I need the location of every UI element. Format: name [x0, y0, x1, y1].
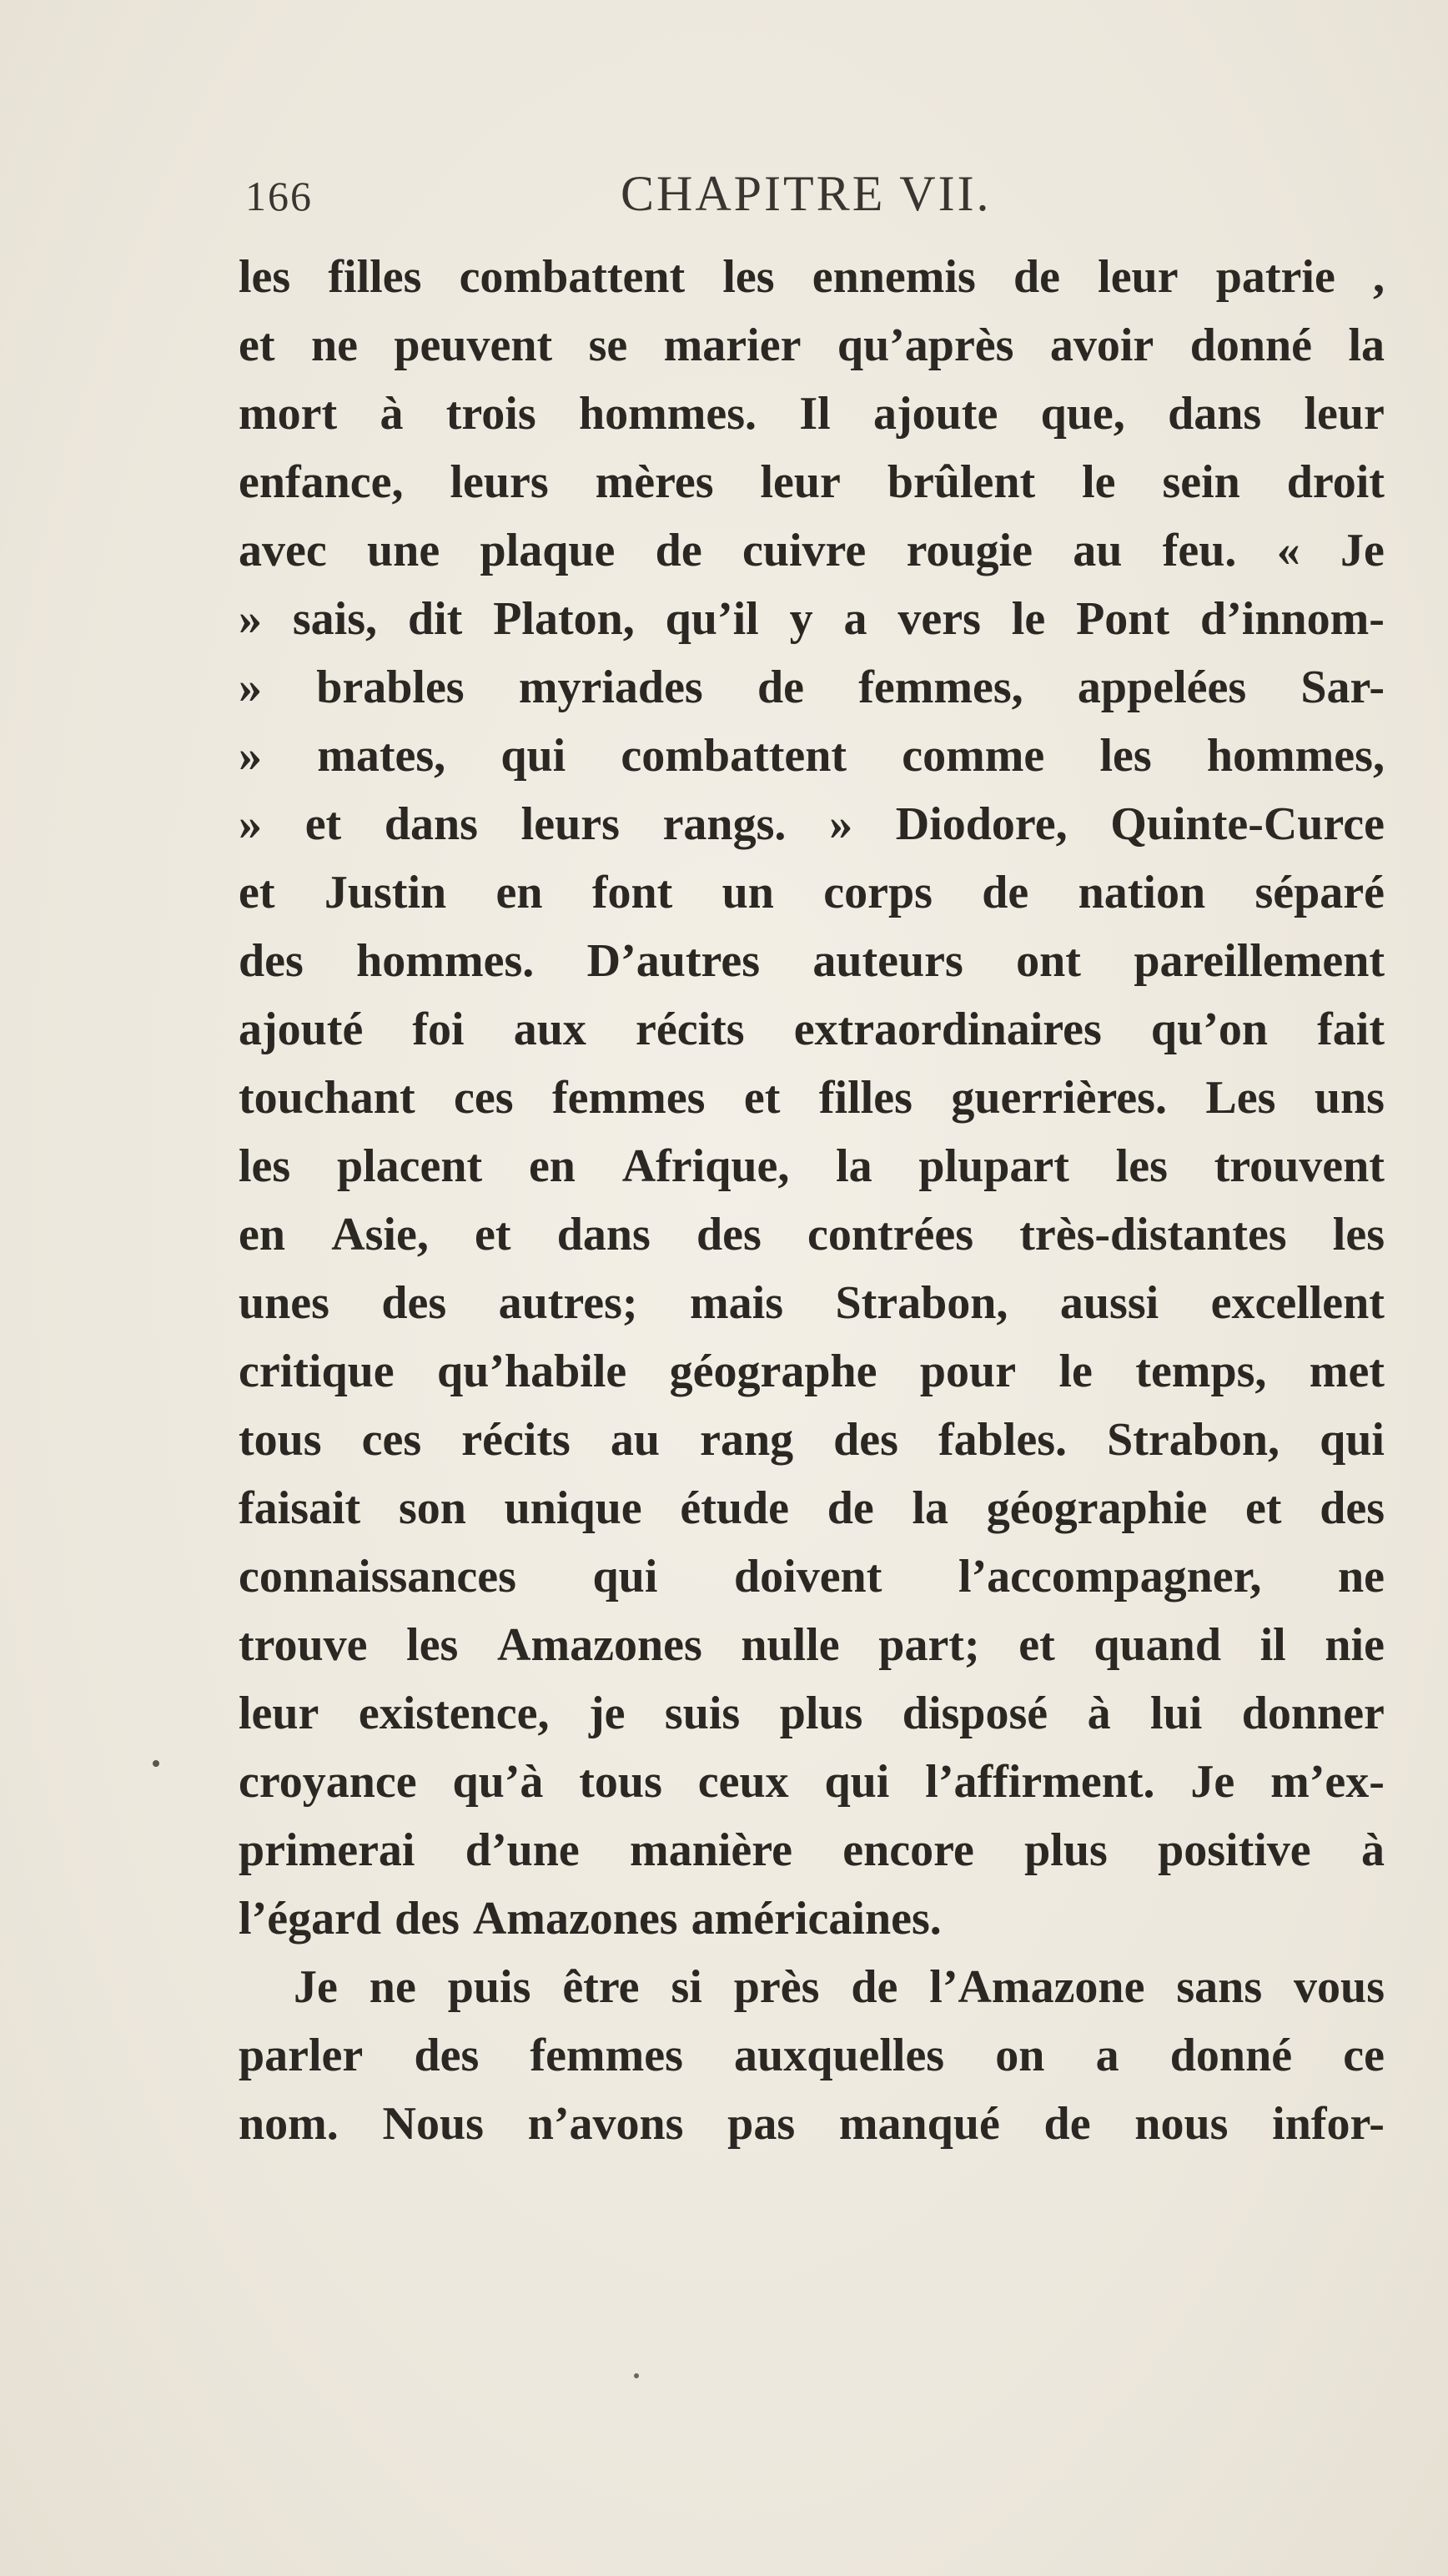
- word: font: [591, 867, 673, 918]
- word: combattent: [459, 251, 686, 303]
- word: et: [239, 867, 275, 918]
- word: des: [395, 1893, 460, 1945]
- word: femmes,: [858, 662, 1023, 713]
- word: marier: [663, 319, 802, 371]
- word: des: [239, 935, 304, 987]
- word: son: [398, 1482, 466, 1534]
- word: l’Amazone: [929, 1961, 1145, 2013]
- text-line: [239, 661, 1385, 729]
- word: brables: [316, 662, 465, 713]
- text-line: [239, 319, 1385, 387]
- word: infor-: [1272, 2098, 1385, 2150]
- word: guerrières.: [951, 1072, 1167, 1124]
- word: nom.: [239, 2098, 339, 2150]
- word: qui: [592, 1551, 658, 1602]
- word: des: [1320, 1482, 1385, 1534]
- word: quand: [1094, 1619, 1221, 1671]
- word: qui: [500, 730, 566, 782]
- word: au: [610, 1414, 661, 1466]
- word: se: [588, 319, 628, 371]
- word: hommes,: [1206, 730, 1385, 782]
- text-line: [239, 1687, 1385, 1755]
- word: aux: [513, 1004, 586, 1055]
- word: unique: [504, 1482, 642, 1534]
- word: encore: [842, 1824, 974, 1876]
- word: nulle: [741, 1619, 840, 1671]
- word: »: [829, 798, 853, 850]
- word: peuvent: [394, 319, 553, 371]
- word: leur: [239, 1688, 319, 1739]
- word: auteurs: [812, 935, 963, 987]
- word: aussi: [1059, 1277, 1159, 1329]
- text-line: [239, 1208, 1385, 1276]
- word: à: [380, 388, 404, 440]
- word: suis: [664, 1688, 741, 1739]
- word: les: [1115, 1140, 1168, 1192]
- word: ces: [454, 1072, 514, 1124]
- word: l’égard: [239, 1893, 382, 1945]
- word: extraordinaires: [793, 1004, 1102, 1055]
- word: ce: [1343, 2030, 1385, 2081]
- word: Nous: [382, 2098, 484, 2150]
- word: les: [239, 1140, 291, 1192]
- word: enfance,: [239, 456, 404, 508]
- text-line: [239, 1550, 1385, 1618]
- word: il: [1259, 1619, 1286, 1671]
- word: un: [721, 867, 774, 918]
- word: plupart: [918, 1140, 1069, 1192]
- word: Platon,: [493, 593, 635, 645]
- word: plus: [779, 1688, 863, 1739]
- word: avec: [239, 525, 327, 576]
- word: de: [757, 662, 804, 713]
- word: qu’à: [452, 1756, 544, 1808]
- word: autres;: [498, 1277, 638, 1329]
- word: comme: [902, 730, 1045, 782]
- word: appelées: [1077, 662, 1247, 713]
- word: d’une: [465, 1824, 580, 1876]
- word: ceux: [697, 1756, 789, 1808]
- page-number: 166: [245, 173, 313, 219]
- word: et: [475, 1209, 511, 1260]
- word: ajouté: [239, 1004, 364, 1055]
- word: femmes: [530, 2030, 683, 2081]
- word: en: [239, 1209, 285, 1260]
- text-line: [239, 729, 1385, 797]
- word: part;: [878, 1619, 980, 1671]
- text-line: [239, 797, 1385, 866]
- word: et: [1018, 1619, 1055, 1671]
- running-head: [219, 165, 1386, 224]
- word: Sar-: [1300, 662, 1385, 713]
- word: leurs: [520, 798, 620, 850]
- word: le: [1058, 1346, 1093, 1397]
- word: a: [843, 593, 867, 645]
- text-line: [239, 1276, 1385, 1345]
- text-line: [239, 387, 1385, 455]
- word: vous: [1294, 1961, 1385, 2013]
- word: tous: [579, 1756, 662, 1808]
- word: plaque: [480, 525, 616, 576]
- text-line: [239, 1960, 1385, 2029]
- word: dans: [1168, 388, 1262, 440]
- word: y: [789, 593, 813, 645]
- word: Il: [799, 388, 831, 440]
- text-line: [239, 1755, 1385, 1824]
- word: le: [1082, 456, 1116, 508]
- word: de: [851, 1961, 898, 2013]
- word: met: [1309, 1346, 1385, 1397]
- word: filles: [328, 251, 422, 303]
- word: »: [239, 593, 262, 645]
- text-line: [239, 592, 1385, 661]
- word: qu’on: [1150, 1004, 1269, 1055]
- word: donner: [1241, 1688, 1385, 1739]
- word: rougie: [906, 525, 1033, 576]
- word: leur: [1304, 388, 1385, 440]
- word: plus: [1024, 1824, 1108, 1876]
- word: et: [1244, 1482, 1282, 1534]
- word: des: [833, 1414, 898, 1466]
- word: m’ex-: [1270, 1756, 1385, 1808]
- text-line: [239, 1482, 1385, 1550]
- word: placent: [336, 1140, 483, 1192]
- word: Je: [294, 1961, 338, 2013]
- word: trois: [445, 388, 536, 440]
- text-line: [239, 455, 1385, 524]
- word: pareillement: [1134, 935, 1385, 987]
- word: nous: [1134, 2098, 1229, 2150]
- text-line: [239, 1824, 1385, 1892]
- text-line: [239, 1618, 1385, 1687]
- word: sein: [1162, 456, 1240, 508]
- word: donné: [1169, 2030, 1293, 2081]
- word: de: [1013, 251, 1060, 303]
- word: Je: [1340, 525, 1385, 576]
- word: géographie: [986, 1482, 1208, 1534]
- word: étude: [680, 1482, 790, 1534]
- word: n’avons: [527, 2098, 684, 2150]
- word: hommes.: [578, 388, 757, 440]
- word: près: [733, 1961, 820, 2013]
- word: feu.: [1162, 525, 1237, 576]
- word: vers: [897, 593, 981, 645]
- word: brûlent: [887, 456, 1036, 508]
- word: leur: [760, 456, 841, 508]
- word: et: [239, 319, 275, 371]
- word: ennemis: [812, 251, 976, 303]
- word: mais: [690, 1277, 784, 1329]
- word: l’affirment.: [925, 1756, 1155, 1808]
- word: puis: [447, 1961, 531, 2013]
- word: trouve: [239, 1619, 368, 1671]
- word: leurs: [450, 456, 549, 508]
- word: de: [827, 1482, 874, 1534]
- word: touchant: [239, 1072, 415, 1124]
- word: faisait: [239, 1482, 361, 1534]
- word: très-distantes: [1019, 1209, 1287, 1260]
- word: au: [1073, 525, 1123, 576]
- word: primerai: [239, 1824, 415, 1876]
- word: Afrique,: [621, 1140, 790, 1192]
- word: en: [495, 867, 543, 918]
- text-line: [239, 2097, 1385, 2166]
- word: pour: [919, 1346, 1017, 1397]
- word: d’innom-: [1199, 593, 1385, 645]
- word: des: [414, 2030, 480, 2081]
- word: Quinte-Curce: [1110, 798, 1385, 850]
- text-line: [239, 934, 1385, 1003]
- word: positive: [1158, 1824, 1311, 1876]
- word: à: [1087, 1688, 1111, 1739]
- body-text: [239, 250, 1385, 2166]
- word: leur: [1098, 251, 1179, 303]
- word: mates,: [317, 730, 446, 782]
- word: sans: [1176, 1961, 1263, 2013]
- word: fables.: [938, 1414, 1068, 1466]
- word: de: [1043, 2098, 1091, 2150]
- text-line: [239, 1892, 1385, 1960]
- word: en: [528, 1140, 576, 1192]
- word: disposé: [902, 1688, 1048, 1739]
- word: dans: [556, 1209, 651, 1260]
- word: les: [406, 1619, 459, 1671]
- word: je: [588, 1688, 626, 1739]
- word: manière: [630, 1824, 792, 1876]
- word: dans: [384, 798, 478, 850]
- word: américaines.: [691, 1893, 942, 1945]
- word: foi: [412, 1004, 465, 1055]
- word: unes: [239, 1277, 329, 1329]
- word: Amazones: [472, 1893, 678, 1945]
- word: femmes: [552, 1072, 706, 1124]
- text-line: [239, 1071, 1385, 1140]
- word: qu’habile: [437, 1346, 627, 1397]
- word: mères: [595, 456, 714, 508]
- word: ajoute: [873, 388, 998, 440]
- word: cuivre: [742, 525, 867, 576]
- word: combattent: [621, 730, 847, 782]
- word: être: [562, 1961, 640, 2013]
- text-line: [239, 866, 1385, 934]
- word: ne: [1337, 1551, 1385, 1602]
- word: la: [1348, 319, 1385, 371]
- word: parler: [239, 2030, 364, 2081]
- word: ont: [1016, 935, 1081, 987]
- word: la: [912, 1482, 949, 1534]
- word: »: [239, 730, 262, 782]
- word: critique: [239, 1346, 395, 1397]
- word: et: [304, 798, 342, 850]
- word: les: [1332, 1209, 1385, 1260]
- text-line: [239, 250, 1385, 319]
- word: une: [367, 525, 440, 576]
- word: les: [239, 251, 291, 303]
- word: lui: [1150, 1688, 1203, 1739]
- word: tous: [239, 1414, 322, 1466]
- word: Strabon,: [1107, 1414, 1280, 1466]
- word: que,: [1040, 388, 1125, 440]
- word: et: [743, 1072, 781, 1124]
- word: dit: [407, 593, 463, 645]
- word: qui: [1320, 1414, 1385, 1466]
- word: des: [696, 1209, 762, 1260]
- word: »: [239, 662, 262, 713]
- word: connaissances: [239, 1551, 516, 1602]
- word: Pont: [1076, 593, 1170, 645]
- word: hommes.: [356, 935, 535, 987]
- word: ,: [1373, 251, 1385, 303]
- word: récits: [461, 1414, 571, 1466]
- word: qu’après: [837, 319, 1014, 371]
- word: contrées: [807, 1209, 974, 1260]
- word: uns: [1314, 1072, 1385, 1124]
- word: pas: [727, 2098, 796, 2150]
- word: à: [1360, 1824, 1385, 1876]
- word: fait: [1317, 1004, 1385, 1055]
- word: si: [671, 1961, 702, 2013]
- word: auxquelles: [734, 2030, 945, 2081]
- word: doivent: [733, 1551, 882, 1602]
- word: sais,: [292, 593, 378, 645]
- word: Asie,: [331, 1209, 429, 1260]
- word: on: [995, 2030, 1045, 2081]
- word: existence,: [358, 1688, 550, 1739]
- word: ces: [361, 1414, 422, 1466]
- text-line: [239, 1345, 1385, 1413]
- text-line: [239, 1003, 1385, 1071]
- word: la: [836, 1140, 872, 1192]
- word: rang: [700, 1414, 794, 1466]
- word: nie: [1325, 1619, 1385, 1671]
- word: qui: [824, 1756, 890, 1808]
- word: Justin: [324, 867, 447, 918]
- text-line: [239, 2029, 1385, 2097]
- word: récits: [636, 1004, 745, 1055]
- word: Strabon,: [835, 1277, 1008, 1329]
- word: trouvent: [1214, 1140, 1385, 1192]
- word: ne: [310, 319, 358, 371]
- word: temps,: [1135, 1346, 1267, 1397]
- text-line: [239, 524, 1385, 592]
- word: Amazones: [497, 1619, 702, 1671]
- word: des: [381, 1277, 447, 1329]
- word: myriades: [518, 662, 703, 713]
- word: D’autres: [586, 935, 760, 987]
- word: les: [722, 251, 775, 303]
- word: Je: [1190, 1756, 1235, 1808]
- word: donné: [1189, 319, 1313, 371]
- word: séparé: [1254, 867, 1385, 918]
- word: de: [982, 867, 1029, 918]
- word: de: [655, 525, 702, 576]
- chapter-title: CHAPITRE VII.: [621, 166, 992, 221]
- word: Diodore,: [895, 798, 1068, 850]
- word: rangs.: [662, 798, 787, 850]
- word: patrie: [1215, 251, 1335, 303]
- text-line: [239, 1413, 1385, 1482]
- word: l’accompagner,: [958, 1551, 1262, 1602]
- word: nation: [1078, 867, 1206, 918]
- word: Les: [1205, 1072, 1276, 1124]
- page-speck: [634, 2373, 639, 2378]
- text-line: [239, 1140, 1385, 1208]
- word: filles: [818, 1072, 913, 1124]
- word: corps: [823, 867, 933, 918]
- word: excellent: [1210, 1277, 1385, 1329]
- word: avoir: [1049, 319, 1154, 371]
- word: ne: [369, 1961, 416, 2013]
- word: «: [1276, 525, 1300, 576]
- word: a: [1095, 2030, 1119, 2081]
- word: »: [239, 798, 262, 850]
- margin-mark: [153, 1760, 159, 1767]
- word: droit: [1286, 456, 1385, 508]
- word: manqué: [838, 2098, 1000, 2150]
- word: les: [1099, 730, 1152, 782]
- word: qu’il: [665, 593, 759, 645]
- word: le: [1011, 593, 1046, 645]
- word: mort: [239, 388, 338, 440]
- word: géographe: [669, 1346, 877, 1397]
- word: croyance: [239, 1756, 417, 1808]
